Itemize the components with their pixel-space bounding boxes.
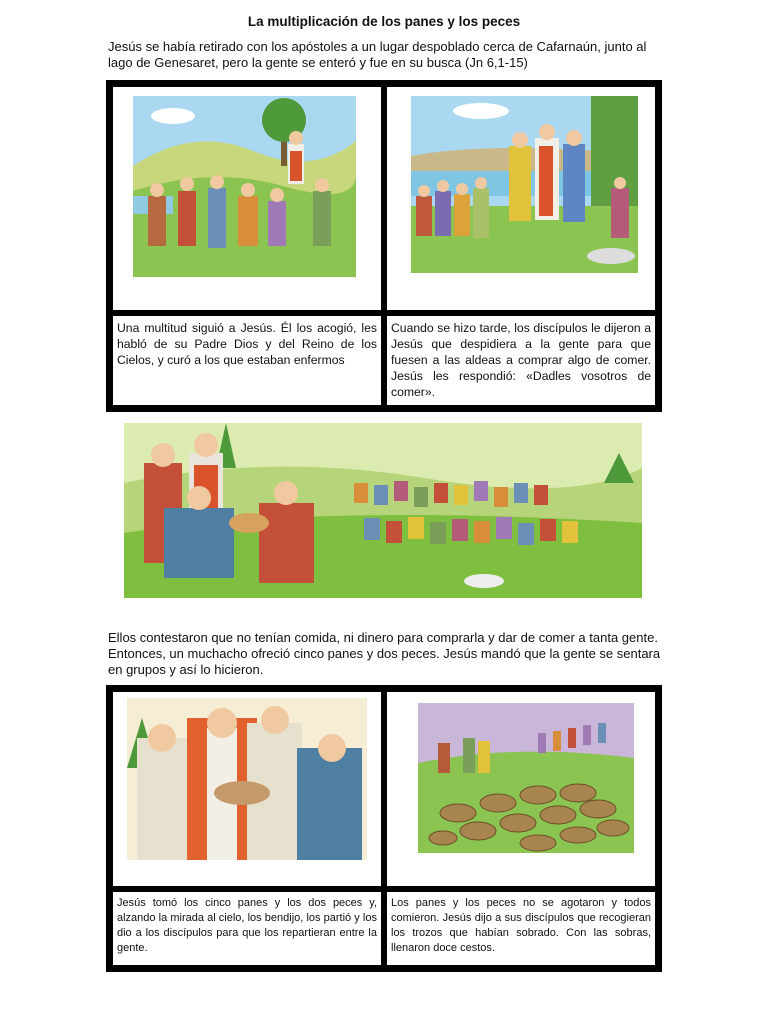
image-cell-baskets [386,691,656,887]
top-story-grid [106,80,662,412]
illustration-blessing-bread [127,698,367,860]
illustration-feeding-crowd [124,423,642,598]
illustration-multitude [133,96,356,277]
middle-paragraph: Ellos contestaron que no tenían comida, ni dinero para comprarla y dar de comer a tanta gente. Entonces, un muchacho ofreció cinco panes y dos peces. Jesús mandó que la gente se sentara en grupos y así lo hicieron. [108,630,661,677]
image-cell-multitude [112,86,382,311]
illustration-baskets [418,703,634,853]
caption-baskets: Los panes y los peces no se agotaron y todos comieron. Jesús dijo a sus discípulos que recogieran los trozos que habían sobrado. Con las sobras, llenaron doce cestos. [386,891,656,966]
illustration-disciples [411,96,638,273]
caption-multitude: Una multitud siguió a Jesús. Él los acogió, les habló de su Padre Dios y del Reino de los Cielos, y curó a los que estaban enfermos [112,315,382,406]
intro-paragraph: Jesús se había retirado con los apóstoles a un lugar despoblado cerca de Cafarnaún, junto al lago de Genesaret, pero la gente se enteró y fue en su busca (Jn 6,1-15) [108,39,647,70]
page-title: La multiplicación de los panes y los peces [247,14,521,29]
image-cell-disciples [386,86,656,311]
image-cell-blessing [112,691,382,887]
bottom-story-grid [106,685,662,972]
caption-disciples: Cuando se hizo tarde, los discípulos le dijeron a Jesús que despidiera a la gente para que fuesen a las aldeas a comprar algo de comer. Jesús les respondió: «Dadles vosotros de comer». [386,315,656,406]
caption-blessing: Jesús tomó los cinco panes y los dos peces y, alzando la mirada al cielo, los bendijo, los partió y los dio a los discípulos para que los repartieran entre la gente. [112,891,382,966]
